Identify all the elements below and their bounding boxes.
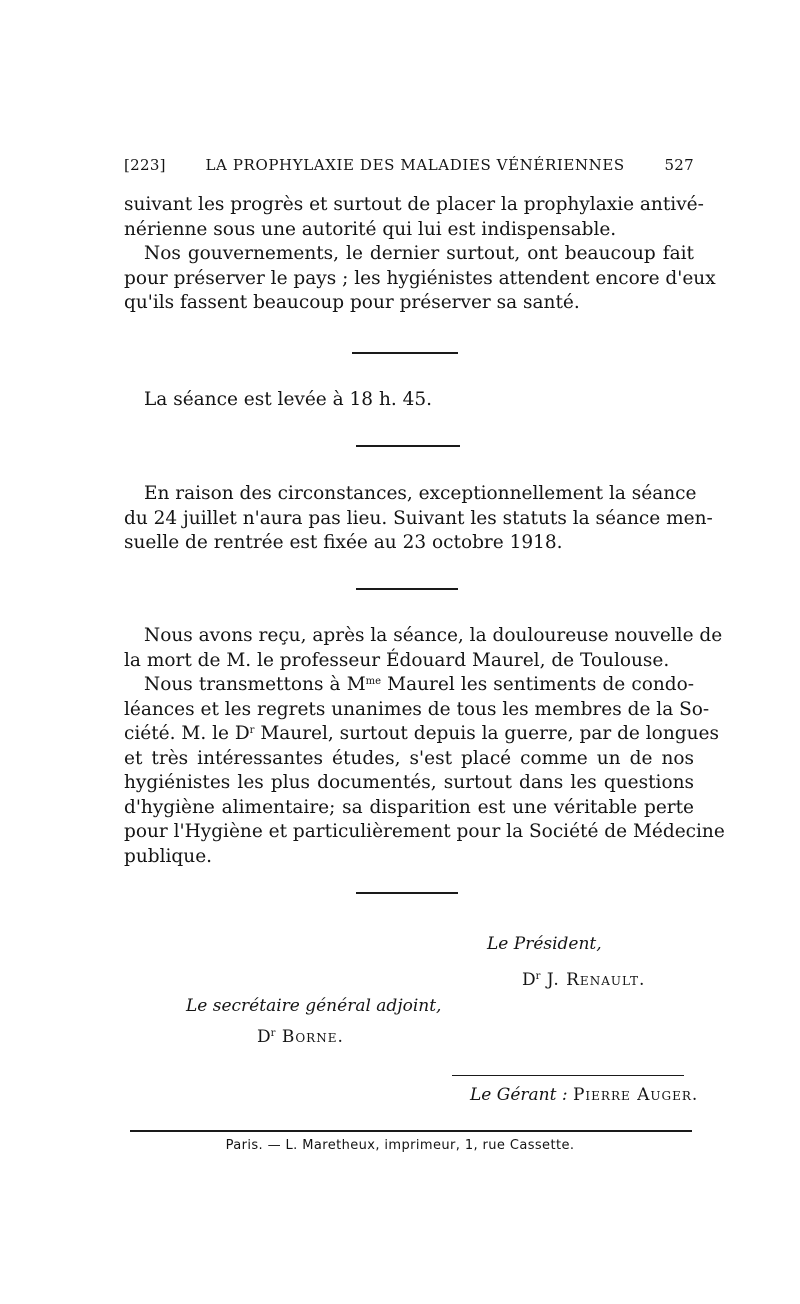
- paragraph-nouvelle: [124, 624, 723, 673]
- text-line: la mort de M. le professeur Édouard Maurel, de Toulouse.: [124, 649, 670, 671]
- president-title: Le Président,: [487, 934, 602, 954]
- secretary-signature: [257, 1027, 344, 1047]
- text-line: qu'ils fassent beaucoup pour préserver sa santé.: [124, 292, 580, 313]
- section-divider: [356, 588, 458, 590]
- footer-divider: [130, 1130, 692, 1132]
- superscript: me: [365, 676, 382, 687]
- text-line: suivant les progrès et surtout de placer la prophylaxie antivé-: [124, 194, 704, 215]
- superscript: r: [249, 725, 255, 736]
- header-bracket-number: [223]: [124, 156, 166, 174]
- text-line: [124, 722, 719, 747]
- text-line: La séance est levée à 18 h. 45.: [144, 389, 433, 410]
- text-line: hygiénistes les plus documentés, surtout dans les questions: [124, 772, 694, 793]
- section-divider: [356, 892, 458, 894]
- text-fragment: Maurel, surtout depuis la guerre, par de longues: [254, 723, 719, 744]
- page-number: 527: [664, 156, 694, 174]
- president-signature: [522, 970, 645, 990]
- gerant-line: [470, 1085, 698, 1105]
- text-fragment: D: [257, 1027, 271, 1047]
- text-line: En raison des circonstances, exceptionnellement la séance: [144, 483, 697, 504]
- header-title: LA PROPHYLAXIE DES MALADIES VÉNÉRIENNES: [205, 156, 625, 174]
- text-line: nérienne sous une autorité qui lui est indispensable.: [124, 218, 617, 240]
- paragraph-gouvernements: [124, 242, 716, 316]
- paragraph-condoleances: [124, 673, 725, 869]
- text-line: d'hygiène alimentaire; sa disparition est une véritable perte: [124, 796, 694, 818]
- paragraph-prophylaxie: [124, 193, 704, 242]
- text-fragment: Nous transmettons à M: [144, 674, 366, 695]
- secretary-name: Borne.: [275, 1027, 344, 1047]
- paragraph-circonstances: [124, 482, 713, 556]
- text-line: Nous avons reçu, après la séance, la douloureuse nouvelle de: [144, 625, 723, 646]
- text-line: léances et les regrets unanimes de tous les membres de la So-: [124, 698, 710, 720]
- section-divider: [352, 352, 458, 354]
- secretary-title: Le secrétaire général adjoint,: [186, 996, 442, 1016]
- text-line: [124, 673, 694, 698]
- seance-closing: [144, 388, 544, 413]
- text-line: et très intéressantes études, s'est placé comme un de nos: [124, 747, 694, 769]
- printer-imprint: Paris. — L. Maretheux, imprimeur, 1, rue Cassette.: [225, 1138, 575, 1153]
- gerant-name: Pierre Auger.: [572, 1085, 699, 1105]
- text-line: publique.: [124, 845, 213, 867]
- text-fragment: ciété. M. le D: [124, 723, 250, 744]
- text-line: pour l'Hygiène et particulièrement pour la Société de Médecine: [124, 821, 725, 842]
- superscript: r: [270, 1028, 276, 1039]
- text-fragment: D: [522, 970, 536, 990]
- text-line: du 24 juillet n'aura pas lieu. Suivant les statuts la séance men-: [124, 507, 713, 529]
- running-head: [124, 156, 694, 174]
- president-name: J. Renault.: [540, 970, 646, 990]
- superscript: r: [535, 971, 541, 982]
- text-fragment: Maurel les sentiments de condo-: [381, 674, 694, 695]
- text-line: pour préserver le pays ; les hygiénistes attendent encore d'eux: [124, 267, 716, 289]
- text-line: Nos gouvernements, le dernier surtout, ont beaucoup fait: [144, 243, 694, 264]
- text-line: suelle de rentrée est fixée au 23 octobre 1918.: [124, 532, 563, 553]
- gerant-label: Le Gérant :: [470, 1085, 568, 1105]
- section-divider: [356, 445, 460, 447]
- gerant-divider: [452, 1075, 684, 1076]
